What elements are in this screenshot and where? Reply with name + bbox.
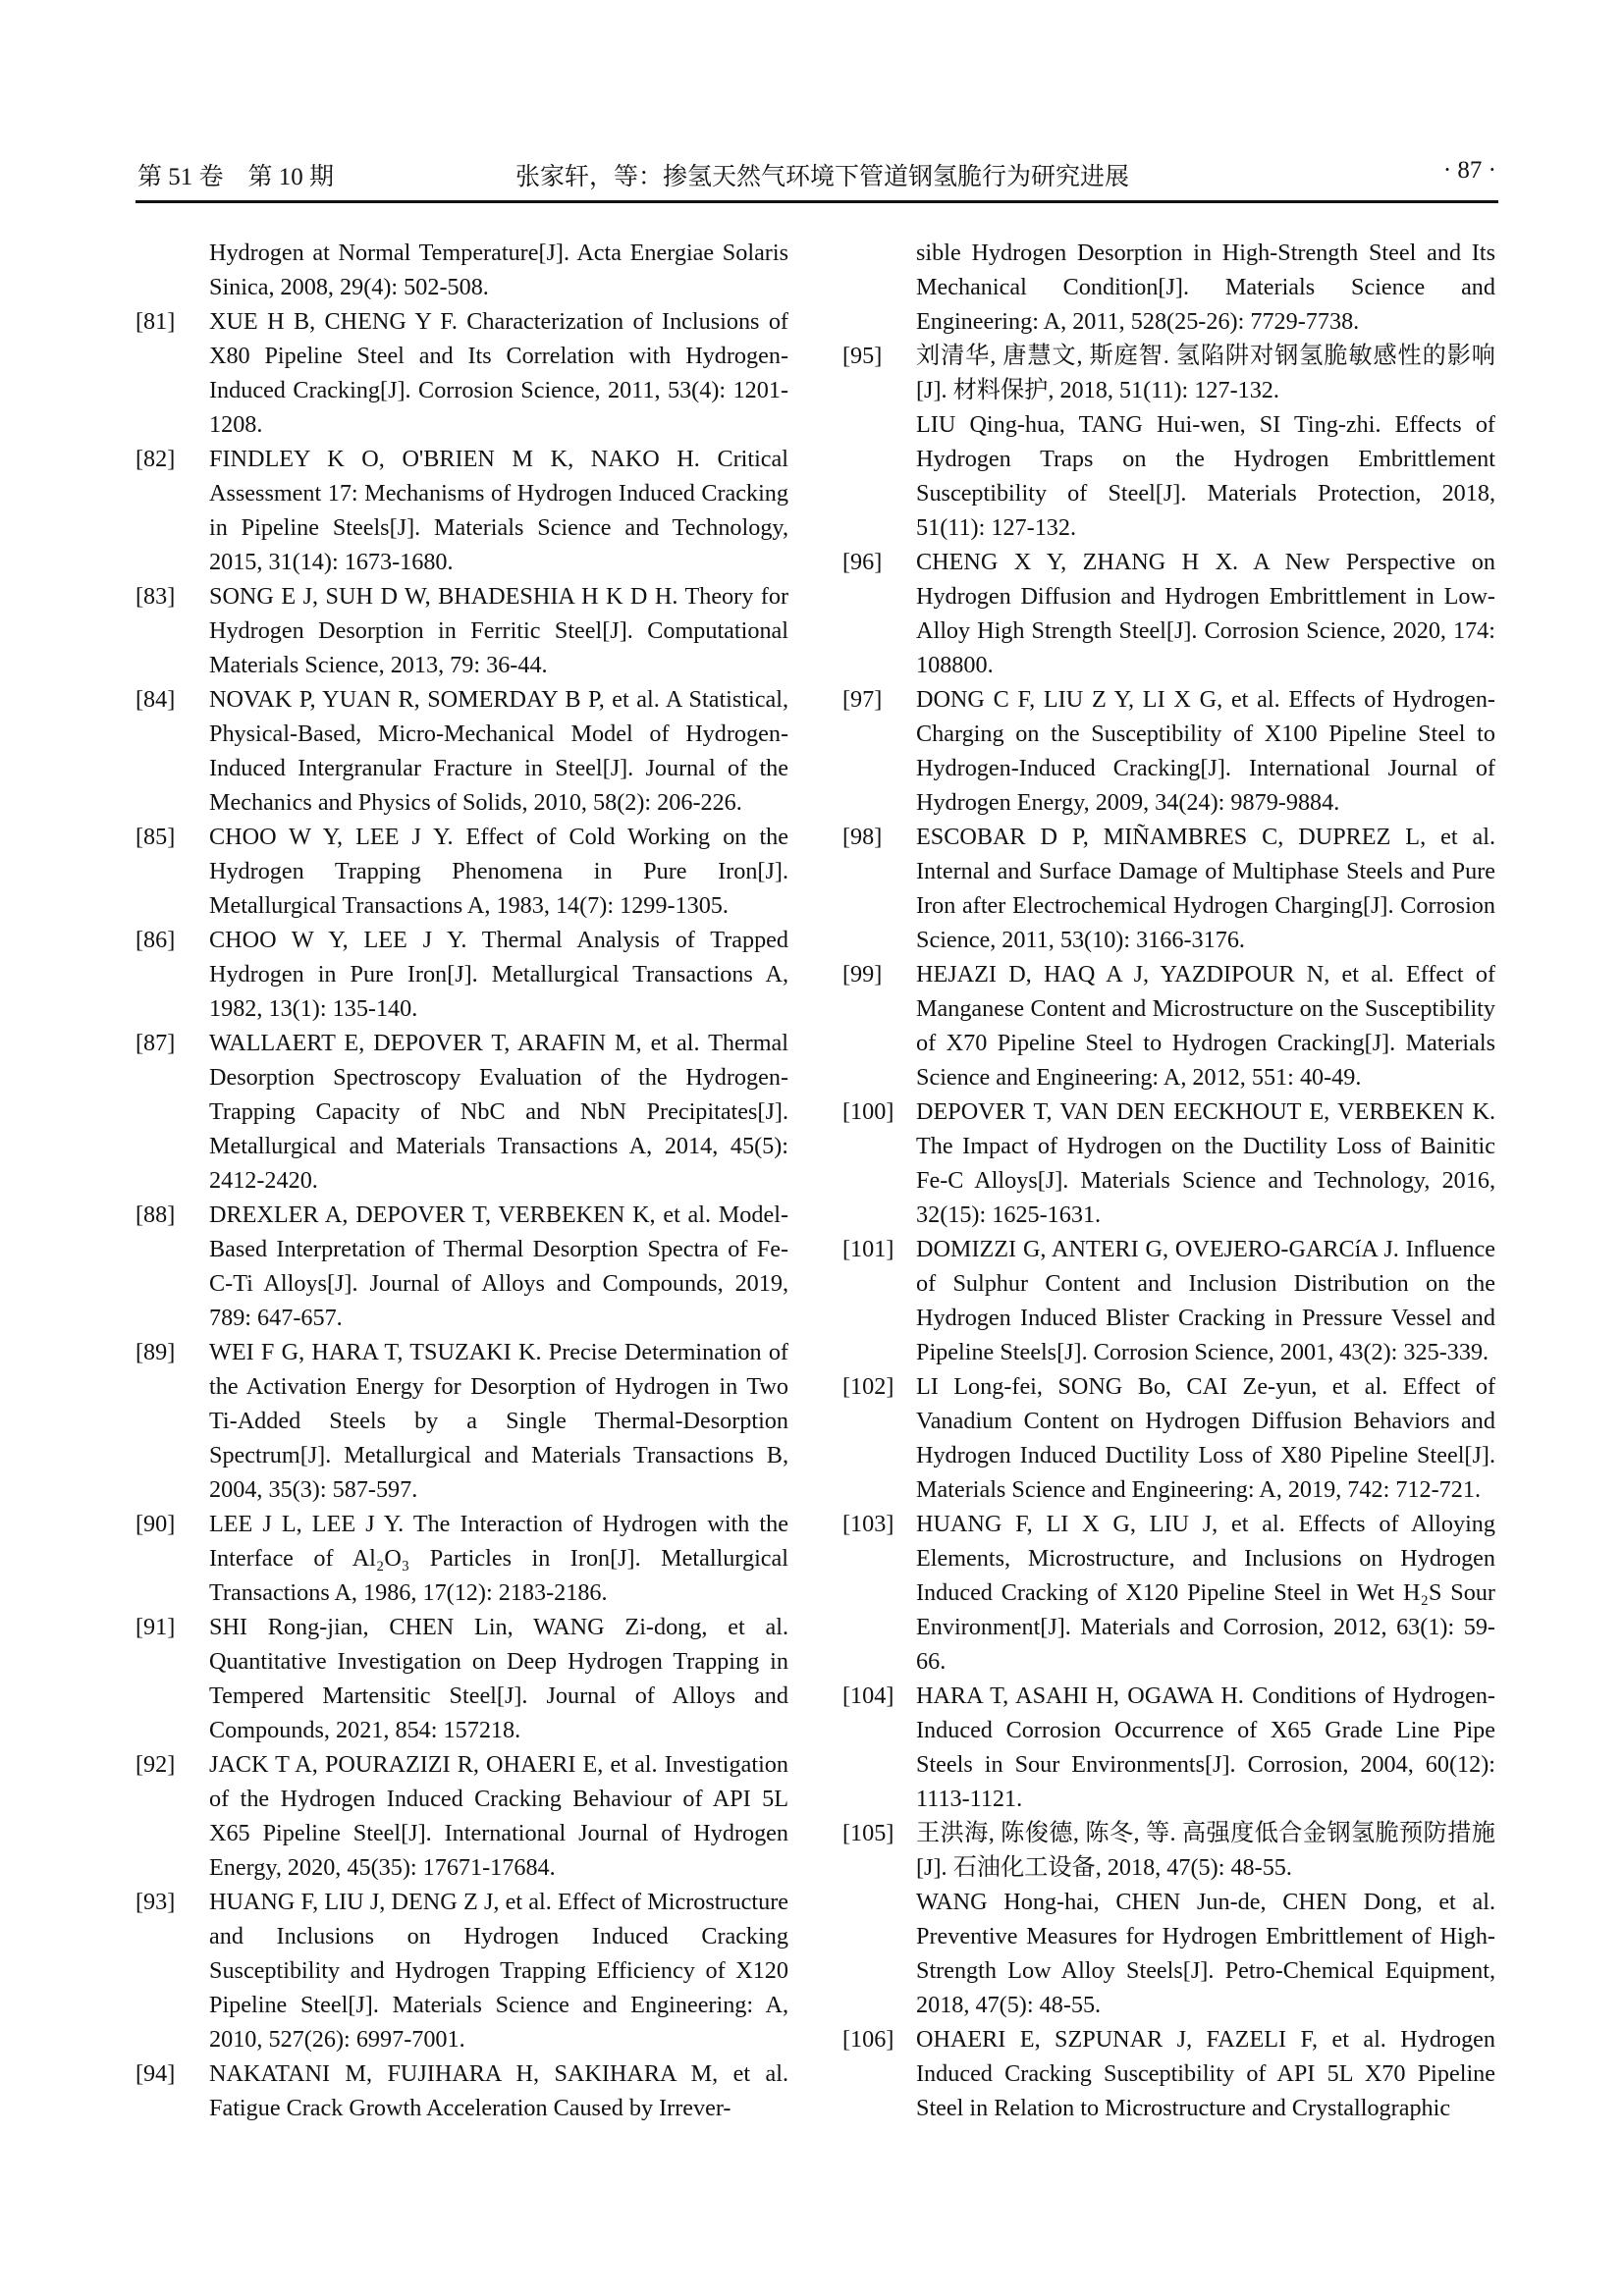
- reference-item: [842, 820, 1495, 957]
- reference-number: [100]: [842, 1098, 894, 1125]
- reference-item: [842, 1095, 1495, 1232]
- reference-item: [135, 1335, 788, 1507]
- reference-item: [842, 1232, 1495, 1369]
- reference-text: DOMIZZI G, ANTERI G, OVEJERO-GARCíA J. Influence of Sulphur Content and Inclusion Distribution on the Hydrogen Induced Blister Cracking in Pressure Vessel and Pipeline Steels[J]. Corrosion Science, 2001, 43(2): 325-339.: [916, 1236, 1495, 1365]
- reference-item: [135, 442, 788, 579]
- reference-text: WANG Hong-hai, CHEN Jun-de, CHEN Dong, et al. Preventive Measures for Hydrogen Embrittlement of High-Strength Low Alloy Steels[J]. Petro-Chemical Equipment, 2018, 47(5): 48-55.: [916, 1889, 1495, 2018]
- reference-number: [98]: [842, 824, 883, 850]
- reference-item: [135, 1198, 788, 1335]
- reference-number: [92]: [135, 1751, 176, 1778]
- running-header: [137, 157, 1496, 196]
- header-rule: [135, 200, 1498, 203]
- reference-number: [86]: [135, 927, 176, 953]
- reference-text: FINDLEY K O, O'BRIEN M K, NAKO H. Critical Assessment 17: Mechanisms of Hydrogen Induced Cracking in Pipeline Steels[J]. Materials Science and Technology, 2015, 31(14): 1673-1680.: [209, 446, 788, 575]
- reference-item: [135, 682, 788, 820]
- reference-number: [87]: [135, 1030, 176, 1056]
- reference-item: [842, 957, 1495, 1095]
- left-column: [135, 236, 788, 2125]
- reference-item: [135, 820, 788, 923]
- reference-item: [135, 1026, 788, 1198]
- reference-item: [135, 1610, 788, 1747]
- reference-item: [842, 682, 1495, 820]
- reference-text: ESCOBAR D P, MIÑAMBRES C, DUPREZ L, et al. Internal and Surface Damage of Multiphase Steels and Pure Iron after Electrochemical Hydrogen Charging[J]. Corrosion Science, 2011, 53(10): 3166-3176.: [916, 824, 1495, 953]
- running-title: 张家轩，等：掺氢天然气环境下管道钢氢脆行为研究进展: [515, 164, 1130, 190]
- reference-number: [96]: [842, 549, 883, 575]
- reference-item: [842, 1816, 1495, 2022]
- reference-number: [82]: [135, 446, 176, 472]
- reference-number: [89]: [135, 1339, 176, 1365]
- reference-item: [842, 1369, 1495, 1507]
- reference-text: CHOO W Y, LEE J Y. Thermal Analysis of Trapped Hydrogen in Pure Iron[J]. Metallurgical Transactions A, 1982, 13(1): 135-140.: [209, 927, 788, 1022]
- reference-continuation: Hydrogen at Normal Temperature[J]. Acta Energiae Solaris Sinica, 2008, 29(4): 502-508.: [209, 240, 788, 300]
- reference-number: [99]: [842, 961, 883, 988]
- reference-text: OHAERI E, SZPUNAR J, FAZELI F, et al. Hydrogen Induced Cracking Susceptibility of API 5L X70 Pipeline Steel in Relation to Microstructure and Crystallographic: [916, 2026, 1495, 2121]
- reference-item: [842, 1679, 1495, 1816]
- reference-text: HUANG F, LI X G, LIU J, et al. Effects of Alloying Elements, Microstructure, and Inclusions on Hydrogen Induced Cracking of X120 Pipeline Steel in Wet H₂S Sour Environment[J]. Materials and Corrosion, 2012, 63(1): 59-66.: [916, 1511, 1495, 1675]
- reference-number: [88]: [135, 1201, 176, 1228]
- reference-text: 刘清华, 唐慧文, 斯庭智. 氢陷阱对钢氢脆敏感性的影响[J]. 材料保护, 2018, 51(11): 127-132.: [916, 343, 1495, 403]
- reference-number: [90]: [135, 1511, 176, 1537]
- reference-number: [106]: [842, 2026, 894, 2053]
- reference-number: [83]: [135, 583, 176, 610]
- right-column: [842, 236, 1495, 2125]
- reference-item: [135, 1885, 788, 2056]
- reference-number: [94]: [135, 2060, 176, 2087]
- reference-text: LEE J L, LEE J Y. The Interaction of Hydrogen with the Interface of Al₂O₃ Particles in Iron[J]. Metallurgical Transactions A, 1986, 17(12): 2183-2186.: [209, 1511, 788, 1606]
- reference-number: [97]: [842, 686, 883, 713]
- reference-text: WALLAERT E, DEPOVER T, ARAFIN M, et al. Thermal Desorption Spectroscopy Evaluation of the Hydrogen-Trapping Capacity of NbC and NbN Precipitates[J]. Metallurgical and Materials Transactions A, 2014, 45(5): 2412-2420.: [209, 1030, 788, 1194]
- reference-text: NOVAK P, YUAN R, SOMERDAY B P, et al. A Statistical, Physical-Based, Micro-Mechanical Model of Hydrogen-Induced Intergranular Fracture in Steel[J]. Journal of the Mechanics and Physics of Solids, 2010, 58(2): 206-226.: [209, 686, 788, 816]
- reference-text: XUE H B, CHENG Y F. Characterization of Inclusions of X80 Pipeline Steel and Its Correlation with Hydrogen-Induced Cracking[J]. Corrosion Science, 2011, 53(4): 1201-1208.: [209, 308, 788, 438]
- reference-text: LIU Qing-hua, TANG Hui-wen, SI Ting-zhi. Effects of Hydrogen Traps on the Hydrogen Embrittlement Susceptibility of Steel[J]. Materials Protection, 2018, 51(11): 127-132.: [916, 411, 1495, 541]
- reference-item: [135, 2056, 788, 2125]
- volume-issue: 第 51 卷 第 10 期: [137, 164, 335, 190]
- reference-number: [84]: [135, 686, 176, 713]
- reference-text: DEPOVER T, VAN DEN EECKHOUT E, VERBEKEN K. The Impact of Hydrogen on the Ductility Loss of Bainitic Fe-C Alloys[J]. Materials Science and Technology, 2016, 32(15): 1625-1631.: [916, 1098, 1495, 1228]
- reference-text: CHOO W Y, LEE J Y. Effect of Cold Working on the Hydrogen Trapping Phenomena in Pure Iron[J]. Metallurgical Transactions A, 1983, 14(7): 1299-1305.: [209, 824, 788, 919]
- reference-number: [105]: [842, 1820, 894, 1846]
- reference-item: [842, 1507, 1495, 1679]
- reference-text: SHI Rong-jian, CHEN Lin, WANG Zi-dong, et al. Quantitative Investigation on Deep Hydrogen Trapping in Tempered Martensitic Steel[J]. Journal of Alloys and Compounds, 2021, 854: 157218.: [209, 1614, 788, 1743]
- reference-text: WEI F G, HARA T, TSUZAKI K. Precise Determination of the Activation Energy for Desorption of Hydrogen in Two Ti-Added Steels by a Single Thermal-Desorption Spectrum[J]. Metallurgical and Materials Transactions B, 2004, 35(3): 587-597.: [209, 1339, 788, 1503]
- reference-item: [135, 1507, 788, 1610]
- reference-item: [842, 545, 1495, 682]
- reference-number: [102]: [842, 1373, 894, 1400]
- reference-item: [842, 339, 1495, 545]
- reference-text: DREXLER A, DEPOVER T, VERBEKEN K, et al. Model-Based Interpretation of Thermal Desorption Spectra of Fe-C-Ti Alloys[J]. Journal of Alloys and Compounds, 2019, 789: 647-657.: [209, 1201, 788, 1331]
- reference-text: CHENG X Y, ZHANG H X. A New Perspective on Hydrogen Diffusion and Hydrogen Embrittlement in Low-Alloy High Strength Steel[J]. Corrosion Science, 2020, 174: 108800.: [916, 549, 1495, 678]
- reference-number: [95]: [842, 343, 883, 369]
- reference-text: 王洪海, 陈俊德, 陈冬, 等. 高强度低合金钢氢脆预防措施[J]. 石油化工设备, 2018, 47(5): 48-55.: [916, 1820, 1495, 1881]
- reference-item: [135, 579, 788, 682]
- reference-item: [135, 923, 788, 1026]
- reference-text: SONG E J, SUH D W, BHADESHIA H K D H. Theory for Hydrogen Desorption in Ferritic Steel[J]. Computational Materials Science, 2013, 79: 36-44.: [209, 583, 788, 678]
- reference-number: [81]: [135, 308, 176, 335]
- reference-text: HEJAZI D, HAQ A J, YAZDIPOUR N, et al. Effect of Manganese Content and Microstructure on the Susceptibility of X70 Pipeline Steel to Hydrogen Cracking[J]. Materials Science and Engineering: A, 2012, 551: 40-49.: [916, 961, 1495, 1091]
- reference-continuation: sible Hydrogen Desorption in High-Strength Steel and Its Mechanical Condition[J]. Materials Science and Engineering: A, 2011, 528(25-26): 7729-7738.: [916, 240, 1495, 335]
- reference-number: [104]: [842, 1682, 894, 1709]
- reference-item: [842, 2022, 1495, 2125]
- reference-text: NAKATANI M, FUJIHARA H, SAKIHARA M, et al. Fatigue Crack Growth Acceleration Caused by Irrever-: [209, 2060, 788, 2121]
- reference-text: JACK T A, POURAZIZI R, OHAERI E, et al. Investigation of the Hydrogen Induced Cracking Behaviour of API 5L X65 Pipeline Steel[J]. International Journal of Hydrogen Energy, 2020, 45(35): 17671-17684.: [209, 1751, 788, 1881]
- reference-number: [101]: [842, 1236, 894, 1262]
- reference-item: [135, 304, 788, 442]
- reference-number: [103]: [842, 1511, 894, 1537]
- reference-text: HARA T, ASAHI H, OGAWA H. Conditions of Hydrogen-Induced Corrosion Occurrence of X65 Grade Line Pipe Steels in Sour Environments[J]. Corrosion, 2004, 60(12): 1113-1121.: [916, 1682, 1495, 1812]
- reference-text: HUANG F, LIU J, DENG Z J, et al. Effect of Microstructure and Inclusions on Hydrogen Induced Cracking Susceptibility and Hydrogen Trapping Efficiency of X120 Pipeline Steel[J]. Materials Science and Engineering: A, 2010, 527(26): 6997-7001.: [209, 1889, 788, 2053]
- reference-item: [135, 1747, 788, 1885]
- reference-text: DONG C F, LIU Z Y, LI X G, et al. Effects of Hydrogen-Charging on the Susceptibility of X100 Pipeline Steel to Hydrogen-Induced Cracking[J]. International Journal of Hydrogen Energy, 2009, 34(24): 9879-9884.: [916, 686, 1495, 816]
- page-number: · 87 ·: [1442, 157, 1496, 184]
- reference-number: [93]: [135, 1889, 176, 1915]
- reference-number: [91]: [135, 1614, 176, 1640]
- reference-text: LI Long-fei, SONG Bo, CAI Ze-yun, et al. Effect of Vanadium Content on Hydrogen Diffusion Behaviors and Hydrogen Induced Ductility Loss of X80 Pipeline Steel[J]. Materials Science and Engineering: A, 2019, 742: 712-721.: [916, 1373, 1495, 1503]
- reference-number: [85]: [135, 824, 176, 850]
